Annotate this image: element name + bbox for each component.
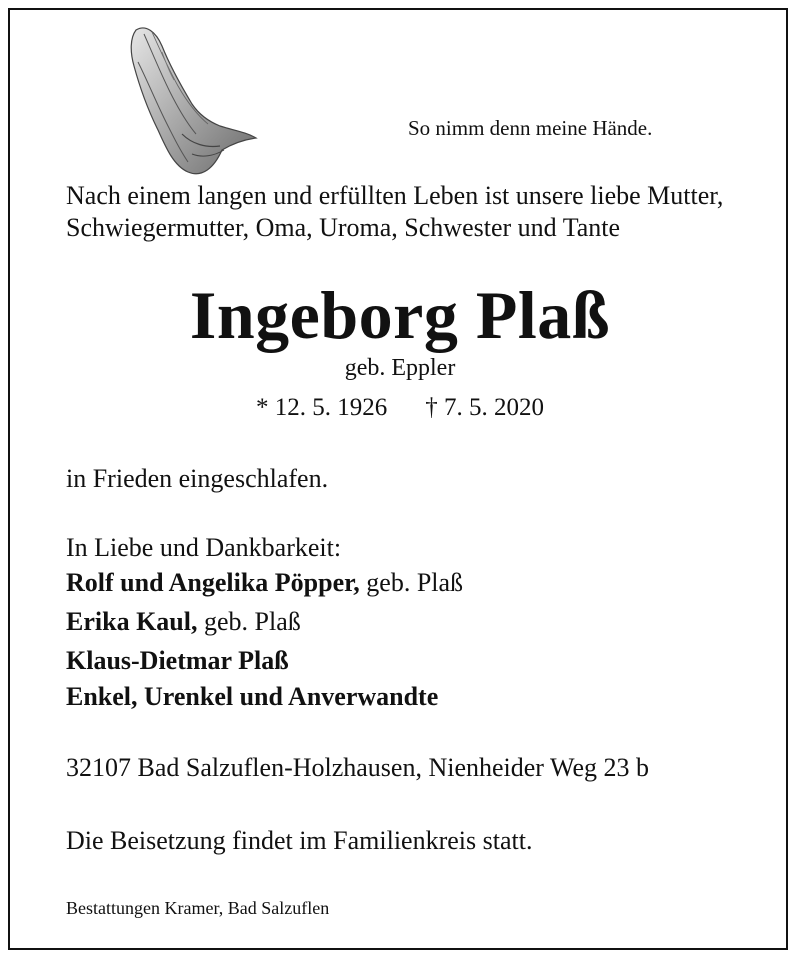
funeral-note: Die Beisetzung findet im Familienkreis statt. [66,826,533,855]
mourner-name: Erika Kaul, [66,607,198,636]
mourner-line [66,607,301,637]
mourner-note: geb. Plaß [359,568,464,597]
mourner-name: Rolf und Angelika Pöpper, [66,568,360,597]
intro-paragraph: Nach einem langen und erfüllten Leben ist unsere liebe Mutter, Schwiegermutter, Oma, Uroma, Schwester und Tante [66,181,724,242]
death-date: † 7. 5. 2020 [425,394,544,421]
passed-text: in Frieden eingeschlafen. [66,464,329,493]
praying-hands-icon [122,22,262,182]
mourner-line [66,682,438,712]
mourner-note: geb. Plaß [197,607,301,636]
address-text: 32107 Bad Salzuflen-Holzhausen, Nienheider Weg 23 b [66,753,649,782]
birth-date: * 12. 5. 1926 [256,394,388,421]
mourner-line [66,646,289,676]
quote-text: So nimm denn meine Hände. [408,116,653,140]
life-dates [0,394,800,422]
mourners-heading: In Liebe und Dankbarkeit: [66,533,342,562]
maiden-name: geb. Eppler [344,355,456,381]
deceased-name: Ingeborg Plaß [189,277,611,353]
mourner-name: Klaus-Dietmar Plaß [66,646,289,675]
mourner-line [66,568,463,598]
mourner-name: Enkel, Urenkel und Anverwandte [66,682,439,711]
undertaker-text: Bestattungen Kramer, Bad Salzuflen [66,898,330,918]
